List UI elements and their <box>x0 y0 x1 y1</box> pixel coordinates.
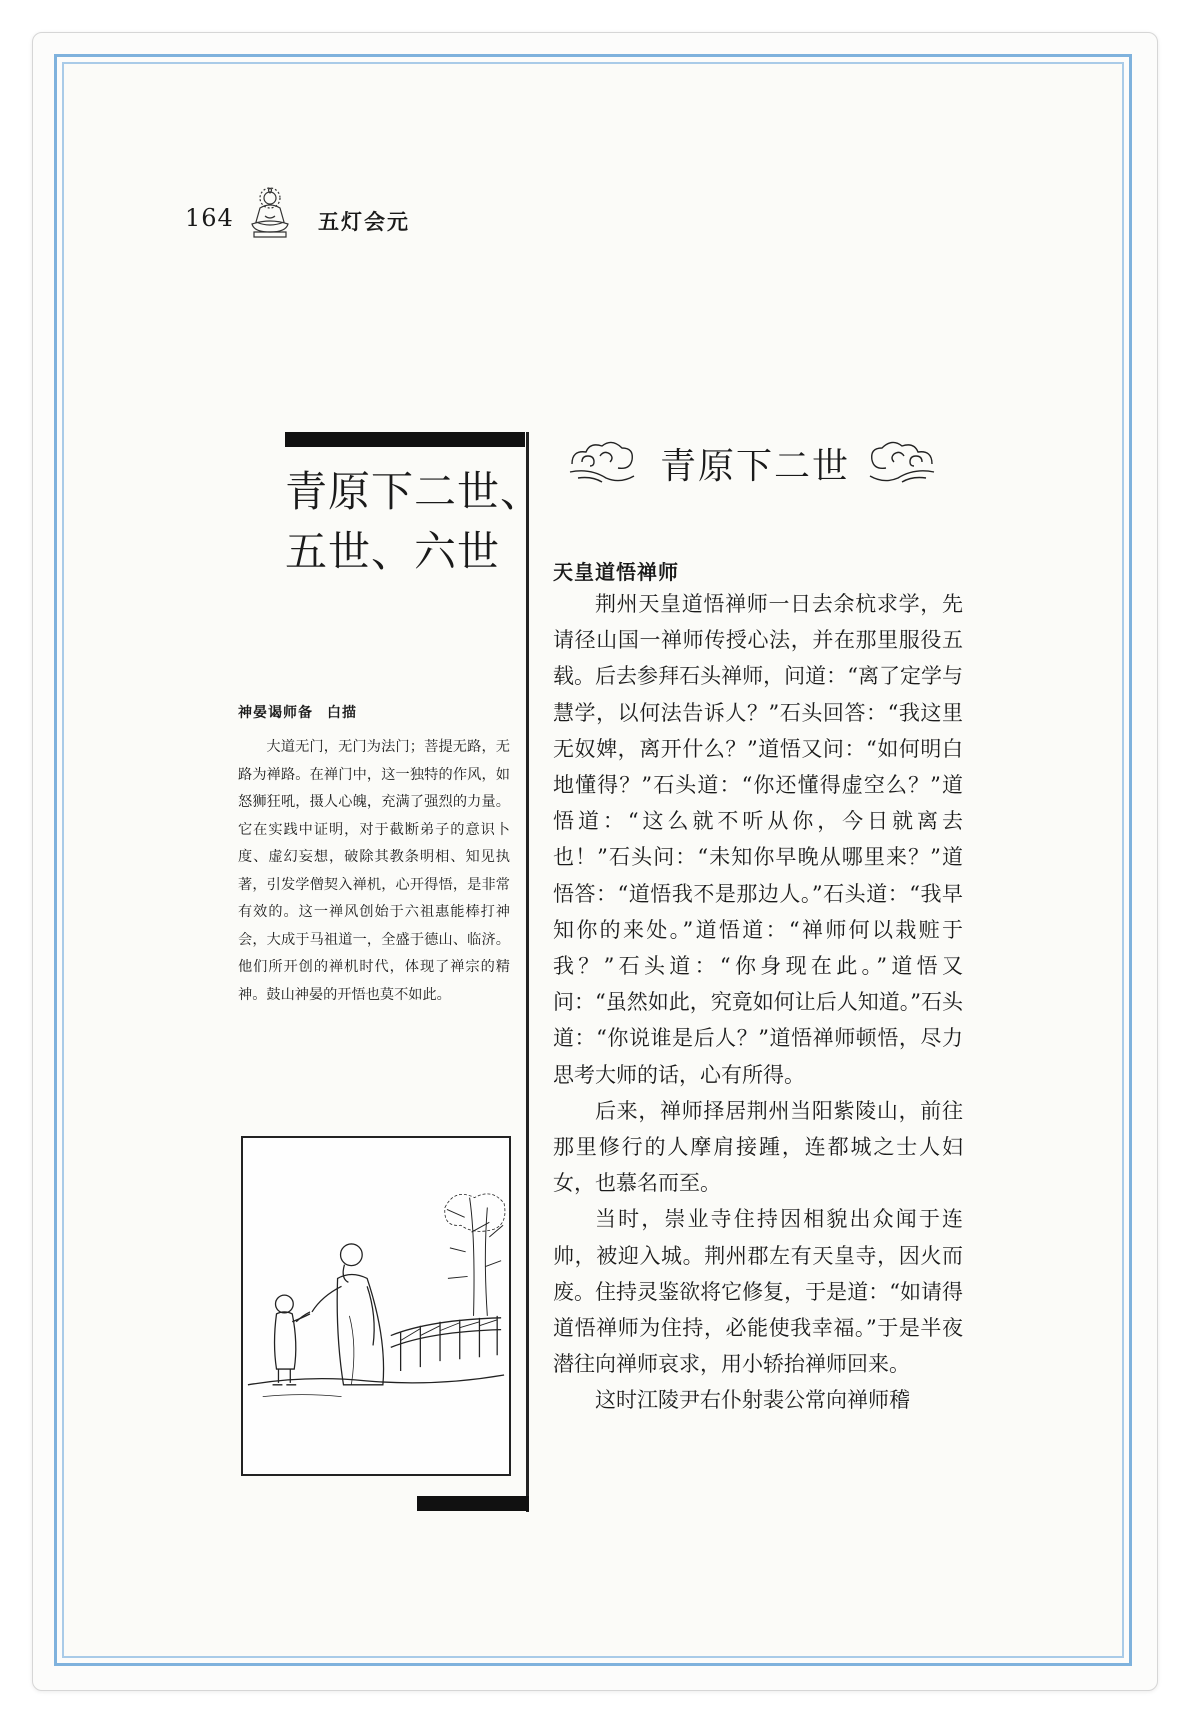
auspicious-cloud-icon-right <box>866 438 938 484</box>
decorative-bar-bottom <box>417 1496 529 1511</box>
paragraph: 当时，崇业寺住持因相貌出众闻于连帅，被迎入城。荆州郡左有天皇寺，因火而废。住持灵鉴欲将它修复，于是道：“如请得道悟禅师为住持，必能使我幸福。”于是半夜潜往向禅师哀求，用小轿抬禅师回来。 <box>553 1207 963 1377</box>
illustration-caption <box>238 702 357 722</box>
sidebar-title-line-2: 五世、六世 <box>285 527 501 576</box>
paragraph: 这时江陵尹右仆射裴公常向禅师稽 <box>595 1388 910 1413</box>
body-text <box>553 586 963 1419</box>
decorative-bar-top <box>285 432 525 447</box>
sidebar-text: 大道无门，无门为法门；菩提无路，无路为禅路。在禅门中，这一独特的作风，如怒狮狂吼，摄人心魄，充满了强烈的力量。它在实践中证明，对于截断弟子的意识卜度、虚幻妄想，破除其教条明相、知见执著，引发学僧契入禅机，心开得悟，是非常有效的。这一禅风创始于六祖惠能棒打神会，大成于马祖道一，全盛于德山、临济。他们所开创的禅机时代，体现了禅宗的精神。鼓山神晏的开悟也莫不如此。 <box>238 739 510 1003</box>
auspicious-cloud-icon <box>566 438 638 484</box>
line-drawing-illustration <box>241 1136 511 1476</box>
seated-buddha-icon <box>246 186 294 240</box>
paragraph: 后来，禅师择居荆州当阳紫陵山，前往那里修行的人摩肩接踵，连都城之士人妇女，也慕名而至。 <box>553 1098 963 1196</box>
book-title: 五灯会元 <box>318 209 410 234</box>
page-number: 164 <box>185 204 234 232</box>
sidebar-title-line-1: 青原下二世、 <box>285 467 544 516</box>
caption-title: 神晏谒师备 <box>238 705 313 721</box>
paragraph: 荆州天皇道悟禅师一日去余杭求学，先请径山国一禅师传授心法，并在那里服役五载。后去参拜石头禅师，问道：“离了定学与慧学，以何法告诉人？”石头回答：“我这里无奴婢，离开什么？”道悟又问：“如何明白地懂得？”石头道：“你还懂得虚空么？”道悟道：“这么就不听从你，今日就离去也！”石头问：“未知你早晚从哪里来？”道悟答：“道悟我不是那边人。”石头道：“我早知你的来处。”道悟道：“禅师何以栽赃于我？”石头道：“你身现在此。”道悟又问：“虽然如此，究竟如何让后人知道。”石头道：“你说谁是后人？”道悟禅师顿悟，尽力思考大师的话，心有所得。 <box>553 592 963 1087</box>
entry-title: 天皇道悟禅师 <box>553 560 679 584</box>
sidebar-title <box>285 462 543 582</box>
caption-type: 白描 <box>327 705 357 721</box>
section-title: 青原下二世 <box>660 446 851 487</box>
column-divider <box>526 432 529 1512</box>
